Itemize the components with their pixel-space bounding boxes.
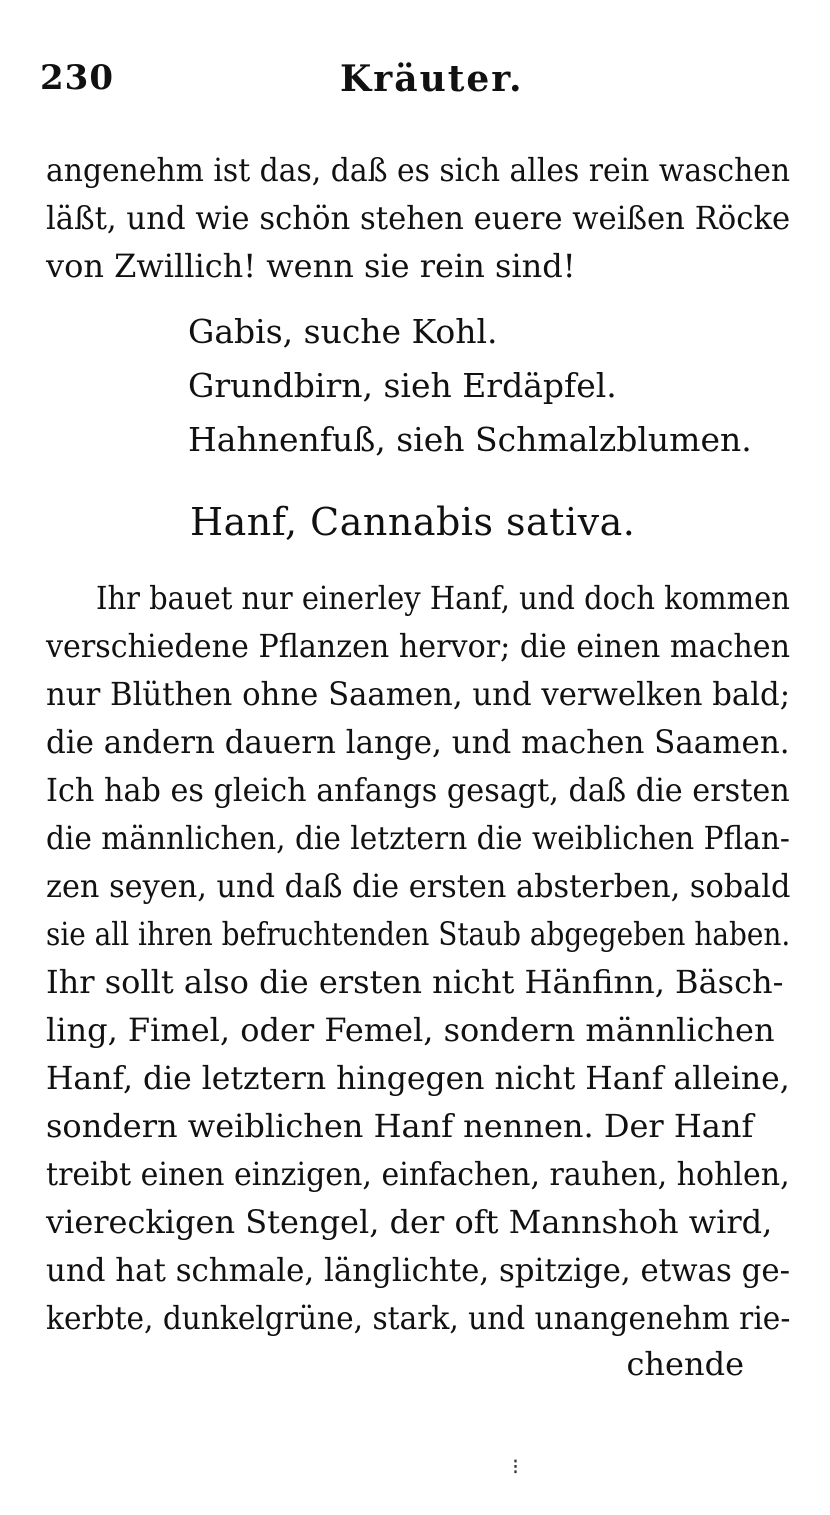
page-number: 230 <box>40 58 114 98</box>
body-line: Ihr bauet nur einerley Hanf, und doch kommen <box>96 579 790 617</box>
signature-mark: ⁝ <box>512 1455 519 1480</box>
section-heading: Hanf, Cannabis sativa. <box>190 500 636 544</box>
body-line: ling, Fimel, oder Femel, sondern männlichen <box>46 1011 775 1049</box>
body-line: nur Blüthen ohne Saamen, und verwelken bald; <box>46 675 791 713</box>
intro-line: von Zwillich! wenn sie rein sind! <box>46 247 576 285</box>
body-line: kerbte, dunkelgrüne, stark, und unangenehm rie- <box>46 1299 791 1337</box>
running-head: Kräuter. <box>340 58 524 100</box>
cross-reference: Hahnenfuß, sieh Schmalzblumen. <box>188 420 752 459</box>
body-line: sie all ihren befruchtenden Staub abgegeben haben. <box>46 915 791 953</box>
body-line: zen seyen, und daß die ersten absterben, sobald <box>46 867 791 905</box>
body-line: und hat schmale, länglichte, spitzige, etwas ge- <box>46 1251 790 1289</box>
body-line: Hanf, die letztern hingegen nicht Hanf alleine, <box>46 1059 790 1097</box>
body-line: Ihr sollt also die ersten nicht Hänfinn, Bäsch- <box>46 963 784 1001</box>
intro-line: angenehm ist das, daß es sich alles rein waschen <box>46 151 791 189</box>
catchword: chende <box>626 1345 744 1383</box>
page-header <box>40 58 800 108</box>
cross-reference: Gabis, suche Kohl. <box>188 312 498 351</box>
body-line: die andern dauern lange, und machen Saamen. <box>46 723 790 761</box>
body-line: die männlichen, die letztern die weiblichen Pflan- <box>46 819 790 857</box>
cross-reference: Grundbirn, sieh Erdäpfel. <box>188 366 617 405</box>
body-line: sondern weiblichen Hanf nennen. Der Hanf <box>46 1107 754 1145</box>
body-line: viereckigen Stengel, der oft Mannshoh wird, <box>46 1203 773 1241</box>
intro-line: läßt, und wie schön stehen euere weißen Röcke <box>46 199 791 237</box>
body-line: treibt einen einzigen, einfachen, rauhen, hohlen, <box>46 1155 790 1193</box>
body-line: verschiedene Pflanzen hervor; die einen machen <box>46 627 790 665</box>
body-line: Ich hab es gleich anfangs gesagt, daß die ersten <box>46 771 790 809</box>
